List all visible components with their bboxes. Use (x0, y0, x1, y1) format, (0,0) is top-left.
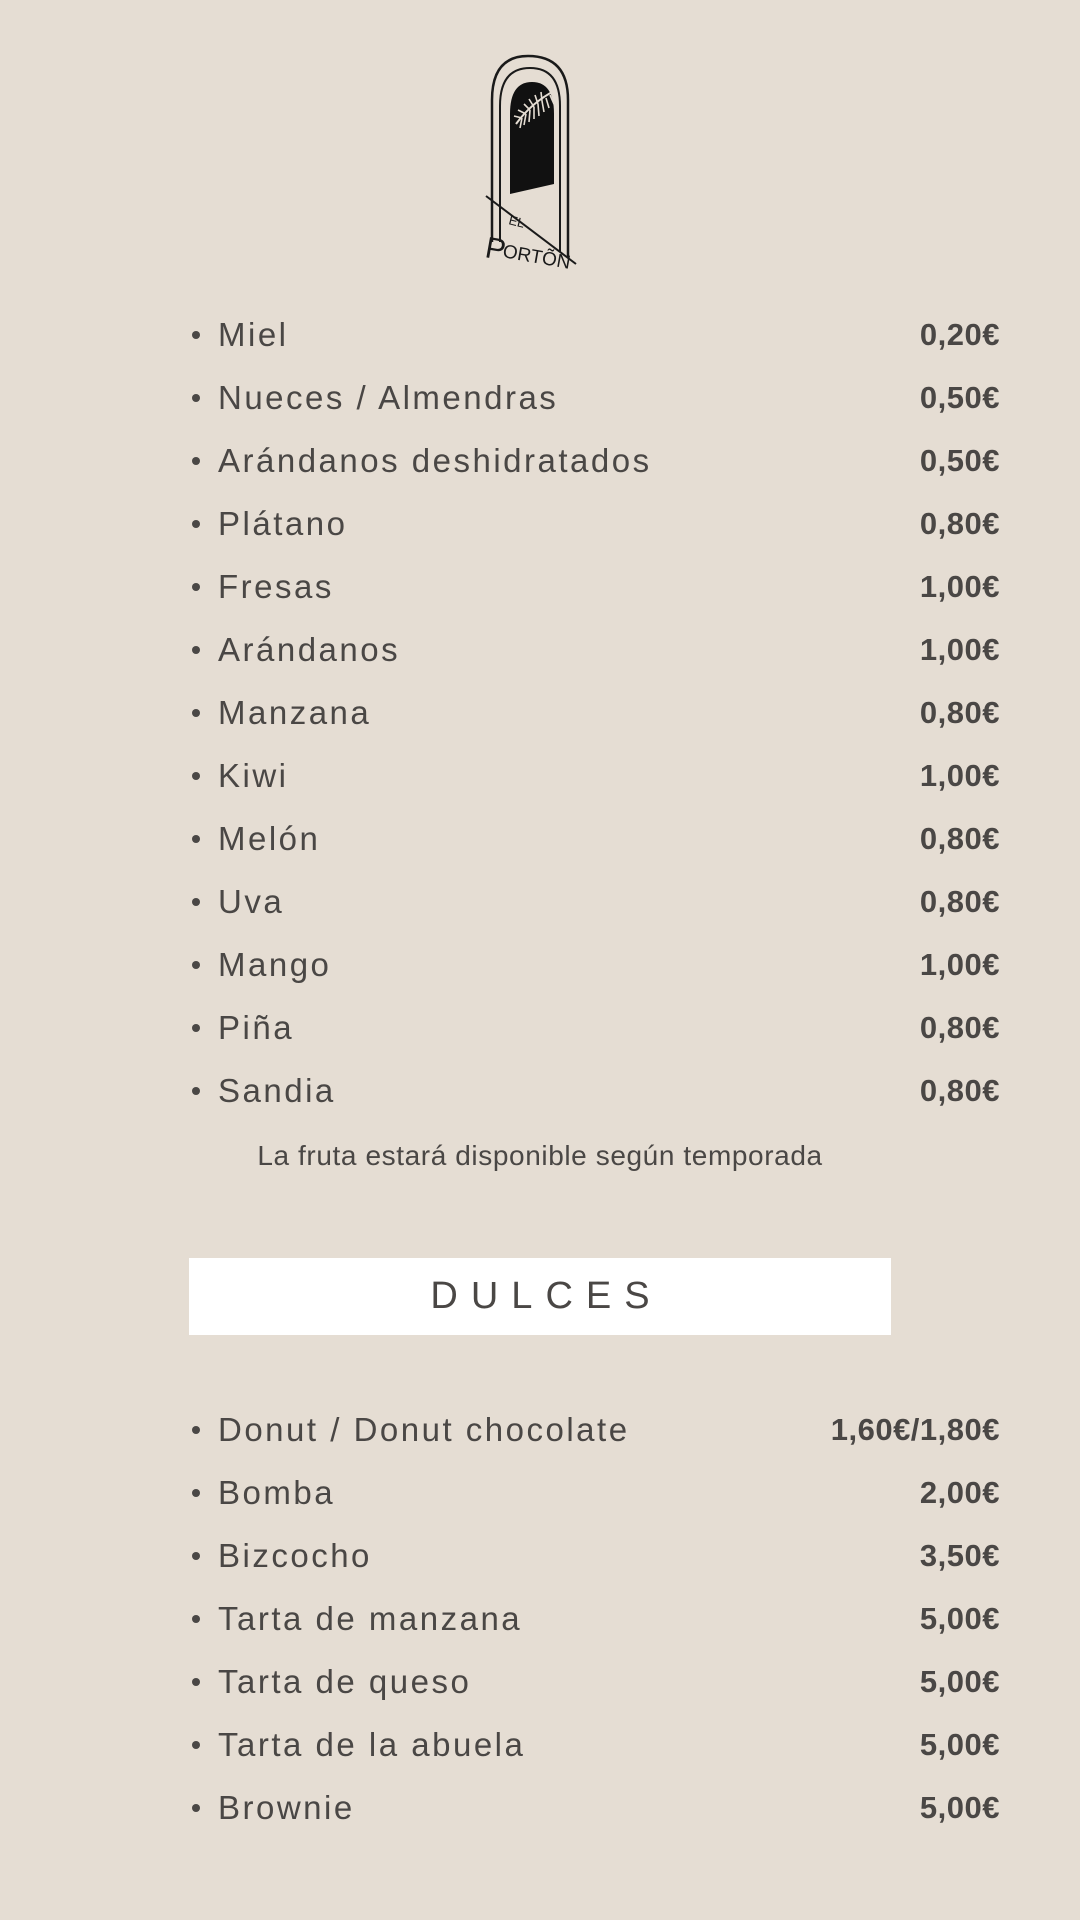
menu-item (0, 1524, 1080, 1587)
menu-item (0, 1650, 1080, 1713)
bullet-icon (192, 1426, 200, 1434)
menu-item (0, 681, 1080, 744)
svg-text:P: P (482, 231, 509, 268)
menu-item (0, 996, 1080, 1059)
seasonal-fruit-note: La fruta estará disponible según temporada (257, 1140, 823, 1171)
menu-item (0, 1461, 1080, 1524)
bullet-icon (192, 1024, 200, 1032)
item-name: Arándanos (218, 631, 401, 668)
sweets-list (0, 1398, 1080, 1839)
svg-text:EL: EL (507, 212, 527, 231)
item-price: 0,80€ (919, 1073, 1000, 1108)
item-name: Bomba (218, 1474, 336, 1511)
item-price: 5,00€ (919, 1727, 1000, 1762)
item-price: 5,00€ (919, 1601, 1000, 1636)
item-price: 1,00€ (919, 947, 1000, 982)
item-price: 5,00€ (919, 1664, 1000, 1699)
item-name: Manzana (218, 694, 372, 731)
sweets-section-header (189, 1258, 891, 1335)
bullet-icon (192, 709, 200, 717)
item-name: Uva (218, 883, 285, 920)
menu-item (0, 555, 1080, 618)
bullet-icon (192, 583, 200, 591)
menu-item (0, 366, 1080, 429)
menu-item (0, 429, 1080, 492)
item-name: Tarta de queso (218, 1663, 472, 1700)
item-price: 0,80€ (919, 695, 1000, 730)
toppings-list (0, 303, 1080, 1122)
menu-item (0, 618, 1080, 681)
item-name: Bizcocho (218, 1537, 372, 1574)
bullet-icon (192, 520, 200, 528)
item-name: Arándanos deshidratados (218, 442, 652, 479)
item-price: 0,20€ (919, 317, 1000, 352)
bullet-icon (192, 1615, 200, 1623)
item-price: 1,00€ (919, 569, 1000, 604)
item-price: 0,80€ (919, 884, 1000, 919)
bullet-icon (192, 457, 200, 465)
menu-item (0, 1776, 1080, 1839)
el-porton-logo (482, 52, 596, 274)
item-name: Melón (218, 820, 321, 857)
item-name: Fresas (218, 568, 334, 605)
item-price: 2,00€ (919, 1475, 1000, 1510)
item-name: Tarta de manzana (218, 1600, 523, 1637)
item-name: Kiwi (218, 757, 289, 794)
menu-item (0, 933, 1080, 996)
menu-item (0, 1587, 1080, 1650)
item-price: 5,00€ (919, 1790, 1000, 1825)
item-price: 3,50€ (919, 1538, 1000, 1573)
menu-item (0, 1398, 1080, 1461)
menu-item (0, 1713, 1080, 1776)
item-price: 0,80€ (919, 506, 1000, 541)
item-name: Plátano (218, 505, 348, 542)
item-name: Mango (218, 946, 332, 983)
menu-item (0, 744, 1080, 807)
item-price: 0,80€ (919, 1010, 1000, 1045)
item-price: 0,50€ (919, 380, 1000, 415)
item-name: Sandia (218, 1072, 336, 1109)
menu-item (0, 492, 1080, 555)
bullet-icon (192, 1804, 200, 1812)
bullet-icon (192, 1489, 200, 1497)
item-price: 1,00€ (919, 632, 1000, 667)
bullet-icon (192, 394, 200, 402)
menu-item (0, 807, 1080, 870)
svg-text:ORTÕN: ORTÕN (501, 241, 573, 274)
bullet-icon (192, 961, 200, 969)
bullet-icon (192, 1741, 200, 1749)
item-price: 1,00€ (919, 758, 1000, 793)
bullet-icon (192, 1552, 200, 1560)
bullet-icon (192, 772, 200, 780)
bullet-icon (192, 331, 200, 339)
bullet-icon (192, 1678, 200, 1686)
item-name: Miel (218, 316, 289, 353)
menu-item (0, 303, 1080, 366)
item-name: Brownie (218, 1789, 355, 1826)
bullet-icon (192, 898, 200, 906)
item-name: Donut / Donut chocolate (218, 1411, 630, 1448)
bullet-icon (192, 646, 200, 654)
item-name: Piña (218, 1009, 295, 1046)
menu-item (0, 1059, 1080, 1122)
bullet-icon (192, 1087, 200, 1095)
menu-item (0, 870, 1080, 933)
item-name: Nueces / Almendras (218, 379, 559, 416)
item-price: 1,60€/1,80€ (830, 1412, 1000, 1447)
section-title: DULCES (430, 1275, 663, 1317)
bullet-icon (192, 835, 200, 843)
item-price: 0,50€ (919, 443, 1000, 478)
item-name: Tarta de la abuela (218, 1726, 526, 1763)
item-price: 0,80€ (919, 821, 1000, 856)
